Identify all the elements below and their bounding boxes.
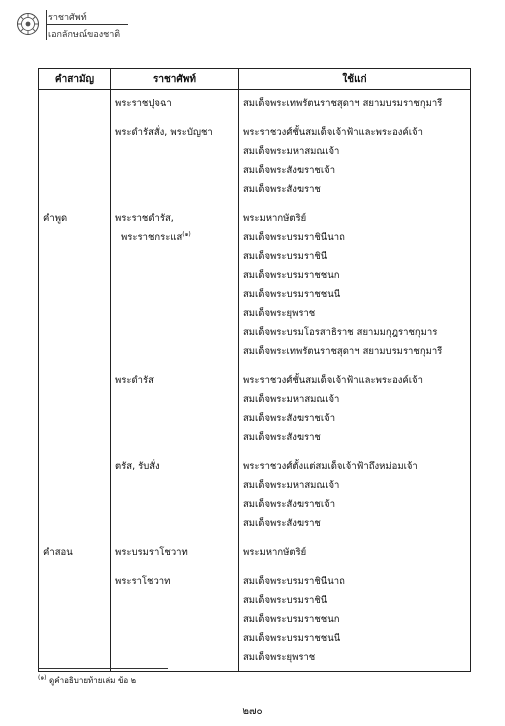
page-header [16,10,126,44]
used-for-line: สมเด็จพระสังฆราชเจ้า [243,499,336,510]
used-for-line: พระราชวงศ์ตั้งแต่สมเด็จเจ้าฟ้าถึงหม่อมเจ้า [243,461,418,472]
used-for-cell [239,447,471,533]
used-for-line: สมเด็จพระสังฆราช [243,432,321,443]
royal-term-line-2: พระราชกระแส [121,232,183,243]
royal-term-cell: พระดำรัส [111,361,239,447]
footnote-ref: (๑) [182,230,191,238]
used-for-line: สมเด็จพระบรมราชินีนาถ [243,232,345,243]
common-term-cell [39,562,111,672]
table-row [39,533,471,562]
table-row [39,113,471,199]
table-row [39,361,471,447]
used-for-line: สมเด็จพระบรมราชินี [243,251,328,262]
used-for-line: สมเด็จพระบรมโอรสาธิราช สยามมกุฎราชกุมาร [243,327,438,338]
used-for-line: สมเด็จพระบรมราชชนนี [243,633,341,644]
royal-vocabulary-table [38,68,471,672]
used-for-line: สมเด็จพระบรมราชชนก [243,270,340,281]
common-term-cell [39,447,111,533]
header-divider [46,10,47,40]
used-for-line: สมเด็จพระมหาสมณเจ้า [243,480,340,491]
column-header-common: คำสามัญ [39,69,111,90]
royal-term-cell: พระราชปุจฉา [111,90,239,114]
royal-term-cell: พระบรมราโชวาท [111,533,239,562]
royal-term-cell: พระดำรัสสั่ง, พระบัญชา [111,113,239,199]
royal-term-cell [111,199,239,361]
common-term-cell [39,113,111,199]
footnote-rule [38,668,168,669]
used-for-line: พระมหากษัตริย์ [243,547,307,558]
royal-term-line [115,228,238,247]
used-for-line: สมเด็จพระสังฆราช [243,184,321,195]
footnote-marker: (๑) [38,674,47,682]
used-for-cell [239,199,471,361]
footnote-text: ดูคำอธิบายท้ายเล่ม ข้อ ๒ [49,676,137,685]
header-title: ราชาศัพท์ [48,13,87,23]
table-row [39,447,471,533]
used-for-line: สมเด็จพระมหาสมณเจ้า [243,146,340,157]
used-for-cell [239,562,471,672]
common-term-cell: คำพูด [39,199,111,361]
table-row [39,90,471,114]
common-term-cell [39,90,111,114]
table-header-row [39,69,471,90]
footnote [38,674,136,687]
used-for-line: สมเด็จพระสังฆราช [243,518,321,529]
used-for-line: พระราชวงศ์ชั้นสมเด็จเจ้าฟ้าและพระองค์เจ้า [243,127,423,138]
table-row [39,562,471,672]
royal-term-cell: ตรัส, รับสั่ง [111,447,239,533]
used-for-line: พระราชวงศ์ชั้นสมเด็จเจ้าฟ้าและพระองค์เจ้า [243,375,423,386]
emblem-icon [16,12,40,36]
common-term-cell [39,361,111,447]
used-for-cell [239,90,471,114]
column-header-used-for: ใช้แก่ [239,69,471,90]
header-subtitle: เอกลักษณ์ของชาติ [48,30,121,40]
header-rule [46,24,128,25]
used-for-line: สมเด็จพระบรมราชชนก [243,614,340,625]
used-for-line: สมเด็จพระมหาสมณเจ้า [243,394,340,405]
used-for-line: สมเด็จพระเทพรัตนราชสุดาฯ สยามบรมราชกุมารี [243,98,443,109]
used-for-line: สมเด็จพระยุพราช [243,308,316,319]
used-for-line: สมเด็จพระยุพราช [243,652,316,663]
column-header-royal: ราชาศัพท์ [111,69,239,90]
used-for-line: พระมหากษัตริย์ [243,213,307,224]
used-for-line: สมเด็จพระสังฆราชเจ้า [243,165,336,176]
used-for-line: สมเด็จพระสังฆราชเจ้า [243,413,336,424]
used-for-cell [239,533,471,562]
used-for-line: สมเด็จพระเทพรัตนราชสุดาฯ สยามบรมราชกุมารี [243,346,443,357]
common-term-cell: คำสอน [39,533,111,562]
page-number: ๒๗๐ [242,706,263,717]
table-row [39,199,471,361]
used-for-line: สมเด็จพระบรมราชินีนาถ [243,576,345,587]
used-for-cell [239,361,471,447]
used-for-line: สมเด็จพระบรมราชินี [243,595,328,606]
used-for-cell [239,113,471,199]
royal-term-line: พระราชดำรัส, [115,213,174,224]
used-for-line: สมเด็จพระบรมราชชนนี [243,289,341,300]
royal-term-cell: พระราโชวาท [111,562,239,672]
